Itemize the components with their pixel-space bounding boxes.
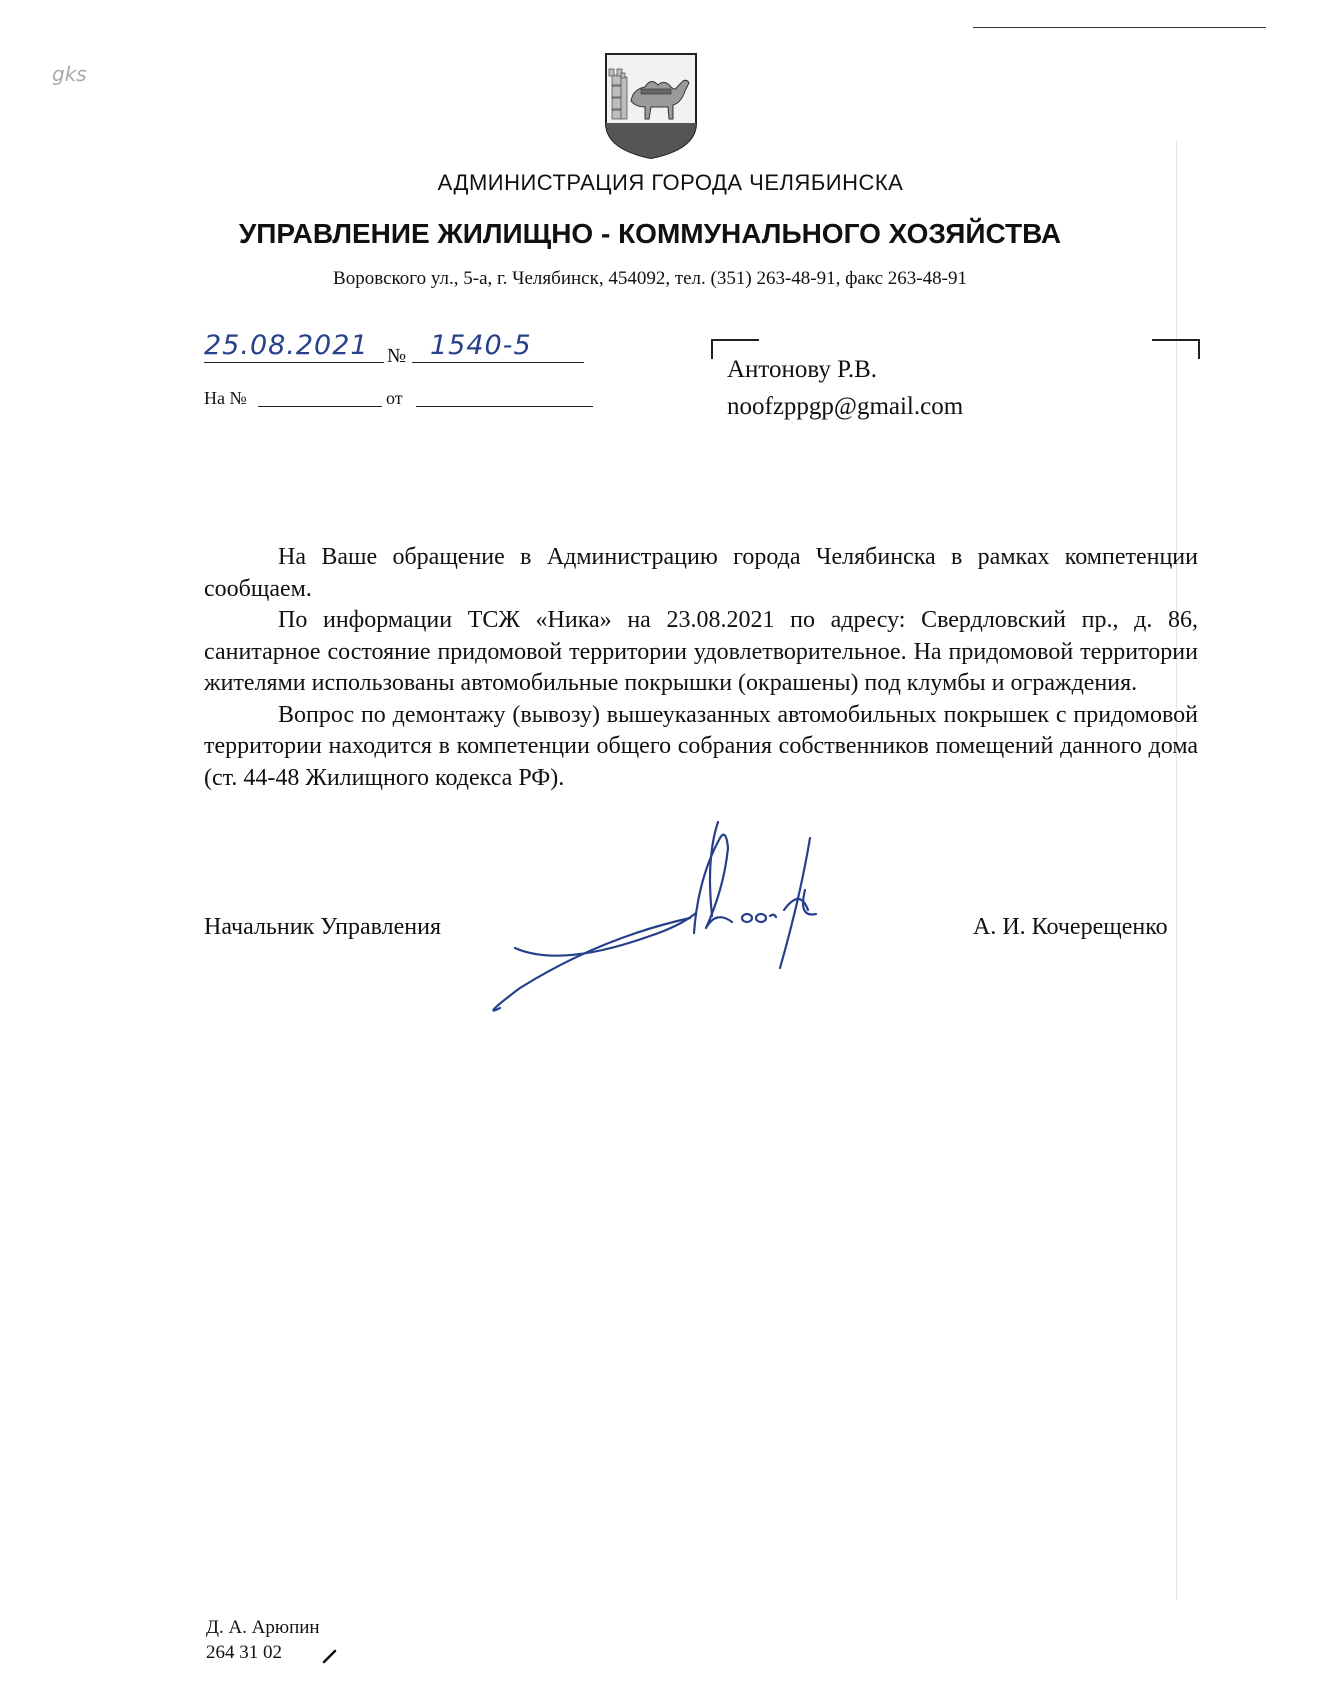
scan-edge-mark [1176, 140, 1177, 1600]
executor-name: Д. А. Арюпин [206, 1617, 320, 1638]
registration-number: 1540-5 [430, 330, 532, 361]
signatory-title: Начальник Управления [204, 914, 441, 940]
ref-number-label: На № [204, 388, 247, 408]
ref-date-line [416, 406, 593, 407]
recipient-email: noofzppgp@gmail.com [727, 393, 964, 420]
body-paragraph: По информации ТСЖ «Ника» на 23.08.2021 по адресу: Свердловский пр., д. 86, санитарное состояние придомовой территории удовлетворительное. На придомовой территории жителями использованы автомобильные покрышки (окрашены) под клумбы и ограждения. [204, 607, 1198, 696]
executor-phone: 264 31 02 [206, 1642, 282, 1663]
department-title: УПРАВЛЕНИЕ ЖИЛИЩНО - КОММУНАЛЬНОГО ХОЗЯЙСТВА [238, 218, 1062, 249]
ref-number-line [258, 406, 382, 407]
recipient-name: Антонову Р.В. [727, 356, 878, 383]
corner-handwritten-note: gks [52, 62, 87, 86]
ref-from-label: от [386, 388, 403, 408]
address-bracket-right [1152, 339, 1200, 359]
body-paragraph: Вопрос по демонтажу (вывозу) вышеуказанных автомобильных покрышек с придомовой территории находится в компетенции общего собрания собственников помещений данного дома (ст. 44-48 Жилищного кодекса РФ). [204, 701, 1198, 791]
pen-tick-mark [322, 1648, 338, 1664]
registration-date: 25.08.2021 [204, 330, 369, 361]
number-label: № [387, 345, 407, 367]
body-paragraph: На Ваше обращение в Администрацию города Челябинска в рамках компетенции сообщаем. [204, 544, 1198, 602]
top-rule-line [973, 27, 1266, 28]
coat-of-arms-icon [603, 51, 699, 161]
signatory-name: А. И. Кочерещенко [973, 914, 1168, 940]
administration-title: АДМИНИСТРАЦИЯ ГОРОДА ЧЕЛЯБИНСКА [437, 170, 904, 195]
handwritten-signature [480, 818, 850, 1018]
department-address: Воровского ул., 5-а, г. Челябинск, 454092, тел. (351) 263-48-91, факс 263-48-91 [333, 268, 967, 289]
letter-body [204, 542, 1198, 794]
